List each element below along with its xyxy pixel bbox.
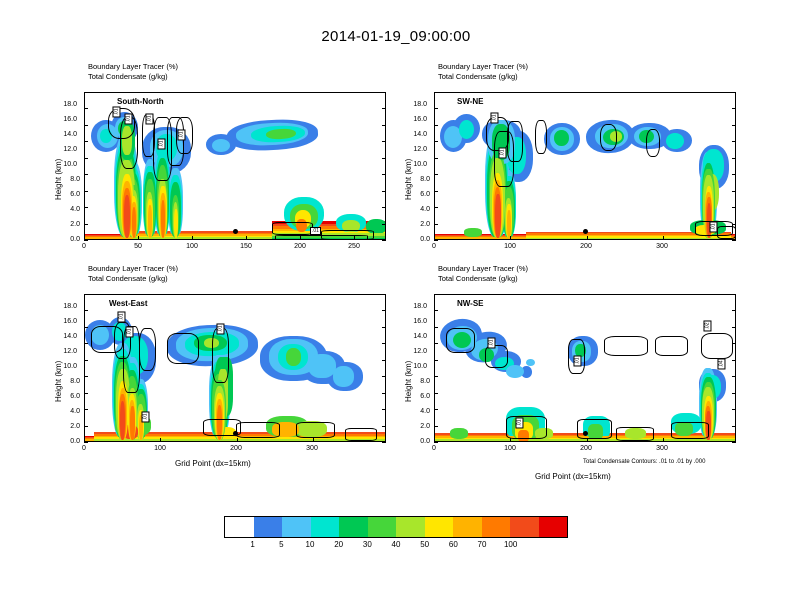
ytick-2: 4.0 [420, 408, 430, 415]
contour-label: .01 [146, 115, 153, 123]
y-tickmark [732, 327, 736, 328]
cloud-shading [506, 365, 524, 378]
y-tickmark [732, 174, 736, 175]
contour-label: .01 [710, 223, 717, 231]
y-tickmark [84, 207, 88, 208]
panel-header-sw-ne [438, 62, 528, 82]
y-tickmark [434, 409, 438, 410]
cloud-shading [507, 210, 511, 238]
xtick-we-1: 100 [154, 445, 166, 452]
ytick-7: 14.0 [413, 333, 427, 340]
xtick-nwse-2: 200 [580, 445, 592, 452]
cloud-shading [435, 441, 736, 442]
xtick-sn-5: 250 [348, 243, 360, 250]
x-tickmark [587, 438, 588, 442]
y-tickmark [434, 393, 438, 394]
condensate-contour [485, 345, 508, 368]
colorbar-swatch-11 [539, 517, 568, 537]
y-tickmark [382, 409, 386, 410]
y-tickmark [382, 174, 386, 175]
condensate-contour [671, 422, 709, 439]
x-tickmark [138, 236, 139, 240]
plot-area-west-east [84, 294, 386, 442]
condensate-contour [120, 117, 139, 169]
colorbar-swatch-2 [282, 517, 311, 537]
ytick-4: 8.0 [420, 176, 430, 183]
y-tickmark [382, 141, 386, 142]
xtick-sn-3: 150 [240, 243, 252, 250]
ytick-1: 2.0 [420, 423, 430, 430]
contour-note: Total Condensate Contours: .01 to .01 by .000 [583, 459, 706, 465]
y-tickmark [434, 174, 438, 175]
ytick-6: 12.0 [63, 348, 77, 355]
colorbar-swatch-0 [225, 517, 254, 537]
contour-label: .01 [125, 115, 132, 123]
colorbar-label-0: 1 [250, 540, 255, 549]
colorbar-labels [224, 540, 568, 552]
ytick-8: 16.0 [413, 116, 427, 123]
x-tickmark [84, 236, 85, 240]
y-tickmark [84, 442, 88, 443]
condensate-contour [296, 422, 334, 437]
y-tickmark [382, 224, 386, 225]
y-tickmark [382, 294, 386, 295]
x-tickmark [663, 438, 664, 442]
colorbar-label-6: 50 [420, 540, 430, 549]
y-tickmark [434, 125, 438, 126]
ytick-5: 10.0 [413, 363, 427, 370]
colorbar-swatch-6 [396, 517, 425, 537]
y-tickmark [84, 294, 88, 295]
y-tickmark [732, 376, 736, 377]
condensate-contour [646, 129, 660, 158]
y-tickmark [434, 310, 438, 311]
y-tickmark [382, 108, 386, 109]
y-tickmark [434, 376, 438, 377]
y-tickmark [434, 92, 438, 93]
cloud-shading [133, 239, 272, 240]
ytick-0: 0.0 [420, 236, 430, 243]
y-tickmark [732, 393, 736, 394]
panel-header-line1: Boundary Layer Tracer (%) [88, 62, 179, 71]
y-tickmark [434, 224, 438, 225]
y-tickmark [382, 343, 386, 344]
y-tickmark [732, 343, 736, 344]
condensate-contour [167, 333, 199, 363]
xtick-nwse-0: 0 [432, 445, 436, 452]
condensate-contour [506, 416, 547, 439]
panel-header-line2: Total Condensate (g/kg) [88, 274, 168, 283]
y-tickmark [382, 240, 386, 241]
cloud-shading [124, 195, 130, 238]
y-tickmark [84, 327, 88, 328]
panel-header-line1: Boundary Layer Tracer (%) [88, 264, 179, 273]
ground-marker [233, 431, 238, 436]
y-tickmark [732, 240, 736, 241]
colorbar-label-9: 100 [503, 540, 518, 549]
condensate-contour [345, 428, 377, 440]
y-tickmark [732, 141, 736, 142]
ytick-2: 4.0 [70, 408, 80, 415]
ytick-4: 8.0 [420, 378, 430, 385]
panel-label-west-east: West-East [109, 299, 148, 308]
y-tickmark [382, 360, 386, 361]
ytick-3: 6.0 [70, 191, 80, 198]
y-tickmark [732, 125, 736, 126]
panel-header-nw-se [438, 264, 528, 284]
y-tickmark [732, 294, 736, 295]
colorbar-swatch-1 [254, 517, 283, 537]
colorbar-label-2: 10 [305, 540, 315, 549]
y-tickmark [84, 310, 88, 311]
x-tickmark [434, 438, 435, 442]
condensate-contour [577, 419, 612, 439]
x-tickmark [237, 438, 238, 442]
y-tickmark [382, 426, 386, 427]
cloud-shading [120, 401, 125, 440]
cloud-shading [286, 348, 301, 366]
contour-label: .01 [126, 328, 133, 336]
ytick-6: 12.0 [63, 146, 77, 153]
y-tickmark [434, 207, 438, 208]
ytick-8: 16.0 [63, 318, 77, 325]
panel-label-sw-ne: SW-NE [457, 97, 484, 106]
y-tickmark [434, 191, 438, 192]
y-tickmark [434, 360, 438, 361]
y-tickmark [732, 409, 736, 410]
condensate-contour [701, 333, 733, 359]
ytick-3: 6.0 [420, 191, 430, 198]
colorbar-label-7: 60 [448, 540, 458, 549]
xtick-nwse-3: 300 [656, 445, 668, 452]
condensate-contour [535, 120, 548, 155]
y-tickmark [732, 158, 736, 159]
ytick-5: 10.0 [413, 161, 427, 168]
y-tickmark [84, 108, 88, 109]
ytick-1: 2.0 [70, 423, 80, 430]
ytick-0: 0.0 [420, 438, 430, 445]
xtick-swne-2: 200 [580, 243, 592, 250]
x-tickmark [84, 438, 85, 442]
xtick-swne-1: 100 [504, 243, 516, 250]
ytick-7: 14.0 [413, 131, 427, 138]
y-tickmark [434, 294, 438, 295]
condensate-contour [655, 336, 687, 356]
plot-area-south-north [84, 92, 386, 240]
contour-label: .04 [718, 360, 725, 368]
ytick-1: 2.0 [420, 221, 430, 228]
ytick-6: 12.0 [413, 348, 427, 355]
y-tickmark [382, 310, 386, 311]
y-tickmark [732, 310, 736, 311]
y-tickmark [84, 191, 88, 192]
contour-label: .01 [311, 227, 319, 234]
ytick-0: 0.0 [70, 438, 80, 445]
panel-header-south-north [88, 62, 178, 82]
ytick-4: 8.0 [70, 378, 80, 385]
condensate-contour [212, 328, 229, 383]
x-tickmark [587, 236, 588, 240]
page-title: 2014-01-19_09:00:00 [321, 28, 471, 45]
ground-marker [583, 229, 588, 234]
colorbar-label-3: 20 [334, 540, 344, 549]
y-tickmark [434, 158, 438, 159]
ytick-8: 16.0 [63, 116, 77, 123]
y-tickmark [382, 207, 386, 208]
xtick-sn-4: 200 [294, 243, 306, 250]
cloud-shading [459, 120, 474, 139]
y-tickmark [84, 376, 88, 377]
x-tickmark [510, 236, 511, 240]
ytick-0: 0.0 [70, 236, 80, 243]
y-tickmark [434, 442, 438, 443]
panel-header-west-east [88, 264, 178, 284]
cloud-shading [526, 239, 731, 240]
ytick-7: 14.0 [63, 333, 77, 340]
contour-label: .01 [142, 413, 149, 421]
x-tickmark [192, 236, 193, 240]
x-tickmark [510, 438, 511, 442]
contour-label: .01 [118, 313, 125, 321]
ytick-9: 18.0 [413, 101, 427, 108]
xtick-we-2: 200 [230, 445, 242, 452]
cloud-shading [132, 207, 136, 238]
cloud-shading [212, 139, 230, 152]
y-tickmark [732, 360, 736, 361]
xtick-swne-0: 0 [432, 243, 436, 250]
y-tickmark [732, 224, 736, 225]
cloud-shading [495, 194, 501, 238]
colorbar-label-5: 40 [391, 540, 401, 549]
condensate-contour [446, 328, 475, 354]
condensate-contour [600, 124, 617, 151]
xtick-we-0: 0 [82, 445, 86, 452]
ytick-2: 4.0 [420, 206, 430, 213]
y-tickmark [84, 125, 88, 126]
ytick-2: 4.0 [70, 206, 80, 213]
ytick-5: 10.0 [63, 363, 77, 370]
ytick-3: 6.0 [420, 393, 430, 400]
x-tickmark [160, 438, 161, 442]
ytick-9: 18.0 [63, 101, 77, 108]
contour-label: .01 [515, 419, 522, 427]
contour-label: .01 [113, 108, 120, 116]
xtick-sn-1: 50 [134, 243, 142, 250]
ground-marker [583, 431, 588, 436]
y-tickmark [382, 158, 386, 159]
y-tickmark [732, 207, 736, 208]
x-tickmark [663, 236, 664, 240]
x-tickmark [246, 236, 247, 240]
y-tickmark [382, 376, 386, 377]
y-tickmark [434, 343, 438, 344]
y-tickmark [434, 327, 438, 328]
colorbar-swatch-9 [482, 517, 511, 537]
cloud-shading [333, 366, 354, 387]
y-axis-label-south-north: Height (km) [54, 158, 63, 200]
y-tickmark [732, 426, 736, 427]
y-tickmark [382, 327, 386, 328]
ground-marker [233, 229, 238, 234]
panel-header-line2: Total Condensate (g/kg) [438, 274, 518, 283]
y-tickmark [84, 141, 88, 142]
y-tickmark [732, 191, 736, 192]
contour-label: .01 [574, 357, 581, 365]
y-tickmark [84, 240, 88, 241]
xtick-we-3: 300 [306, 445, 318, 452]
y-tickmark [84, 343, 88, 344]
colorbar-label-4: 30 [362, 540, 372, 549]
panel-header-line1: Boundary Layer Tracer (%) [438, 264, 529, 273]
x-tickmark [300, 236, 301, 240]
cloud-shading [450, 428, 468, 438]
colorbar [224, 516, 568, 538]
y-tickmark [382, 442, 386, 443]
cloud-shading [94, 441, 386, 442]
condensate-contour [717, 226, 736, 238]
contour-label: .01 [217, 325, 224, 333]
condensate-contour [616, 427, 654, 441]
condensate-contour [139, 328, 156, 371]
y-axis-label-west-east: Height (km) [54, 360, 63, 402]
panel-label-nw-se: NW-SE [457, 299, 484, 308]
cloud-shading [174, 209, 178, 238]
y-tickmark [84, 426, 88, 427]
x-axis-label-west-east: Grid Point (dx=15km) [175, 459, 251, 468]
contour-label: .01 [499, 149, 506, 157]
condensate-contour [236, 422, 280, 437]
x-axis-label-nw-se: Grid Point (dx=15km) [535, 472, 611, 481]
cloud-shading [464, 228, 482, 237]
condensate-contour [272, 222, 313, 235]
colorbar-swatch-7 [425, 517, 454, 537]
ytick-5: 10.0 [63, 161, 77, 168]
y-tickmark [84, 360, 88, 361]
colorbar-swatch-8 [453, 517, 482, 537]
condensate-contour [507, 121, 523, 161]
condensate-contour [604, 336, 648, 356]
y-tickmark [434, 240, 438, 241]
y-tickmark [84, 224, 88, 225]
cloud-shading [148, 205, 152, 238]
y-axis-label-sw-ne: Height (km) [404, 158, 413, 200]
y-tickmark [434, 426, 438, 427]
y-tickmark [732, 108, 736, 109]
ytick-9: 18.0 [63, 303, 77, 310]
xtick-sn-2: 100 [186, 243, 198, 250]
y-tickmark [434, 141, 438, 142]
x-tickmark [313, 438, 314, 442]
panel-header-line1: Boundary Layer Tracer (%) [438, 62, 529, 71]
panel-header-line2: Total Condensate (g/kg) [88, 72, 168, 81]
x-tickmark [434, 236, 435, 240]
xtick-sn-0: 0 [82, 243, 86, 250]
contour-label: .01 [488, 339, 495, 347]
plot-area-sw-ne [434, 92, 736, 240]
contour-label: .01 [491, 114, 498, 122]
ytick-4: 8.0 [70, 176, 80, 183]
plot-area-nw-se [434, 294, 736, 442]
panel-label-south-north: South-North [117, 97, 164, 106]
y-tickmark [84, 158, 88, 159]
y-tickmark [84, 409, 88, 410]
colorbar-swatch-10 [510, 517, 539, 537]
y-tickmark [434, 108, 438, 109]
y-tickmark [84, 92, 88, 93]
xtick-swne-3: 300 [656, 243, 668, 250]
colorbar-swatch-4 [339, 517, 368, 537]
y-tickmark [732, 442, 736, 443]
y-tickmark [382, 191, 386, 192]
colorbar-label-1: 5 [279, 540, 284, 549]
y-tickmark [382, 92, 386, 93]
y-tickmark [732, 92, 736, 93]
colorbar-swatch-5 [368, 517, 397, 537]
y-tickmark [84, 174, 88, 175]
contour-label: .01 [158, 140, 165, 148]
colorbar-label-8: 70 [477, 540, 487, 549]
y-tickmark [84, 393, 88, 394]
ytick-6: 12.0 [413, 146, 427, 153]
ytick-9: 18.0 [413, 303, 427, 310]
ytick-8: 16.0 [413, 318, 427, 325]
y-tickmark [382, 393, 386, 394]
ytick-1: 2.0 [70, 221, 80, 228]
xtick-nwse-1: 100 [504, 445, 516, 452]
cloud-shading [308, 354, 335, 378]
panel-header-line2: Total Condensate (g/kg) [438, 72, 518, 81]
cloud-shading [130, 406, 134, 440]
y-axis-label-nw-se: Height (km) [404, 360, 413, 402]
contour-label: .02 [704, 322, 711, 330]
ytick-7: 14.0 [63, 131, 77, 138]
x-tickmark [354, 236, 355, 240]
contour-label: .01 [178, 131, 185, 139]
colorbar-swatch-3 [311, 517, 340, 537]
y-tickmark [382, 125, 386, 126]
cloud-shading [526, 359, 535, 366]
ytick-3: 6.0 [70, 393, 80, 400]
